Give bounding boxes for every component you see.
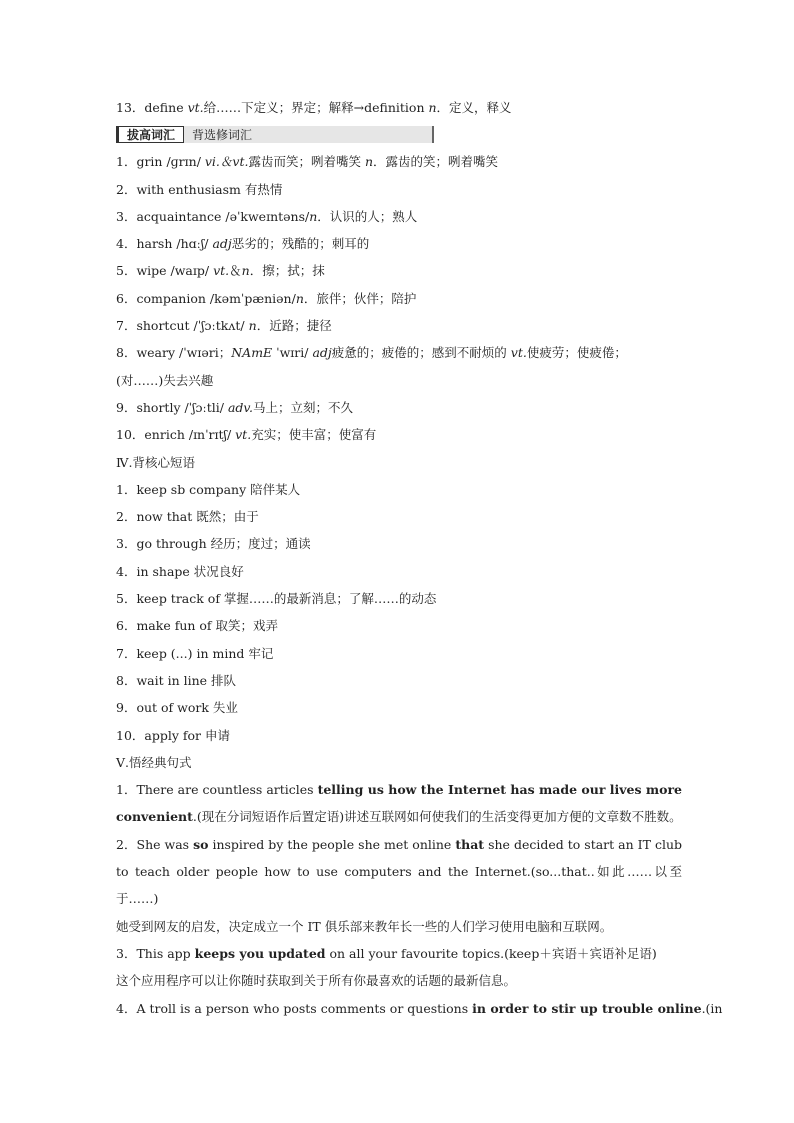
sentence-3: 3．This app keeps you updated on all your favourite topics.(keep＋宾语＋宾语补足语): [116, 945, 657, 961]
vocab-line-7: 7．shortcut /ˈʃɔːtkʌt/ n．近路；捷径: [116, 318, 332, 334]
phrase-item: 7．keep (...) in mind 牢记: [116, 645, 274, 661]
banner-tag: 拔高词汇: [116, 126, 184, 143]
section-heading-4: Ⅳ.背核心短语: [116, 454, 195, 470]
phrase-item: 8．wait in line 排队: [116, 672, 237, 688]
vocab-line-5: 5．wipe /waɪp/ vt.＆n．擦；拭；抹: [116, 263, 325, 279]
phrase-item: 5．keep track of 掌握……的最新消息；了解……的动态: [116, 591, 437, 607]
phrase-item: 9．out of work 失业: [116, 700, 238, 716]
vocab-line-10: 10．enrich /ɪnˈrɪtʃ/ vt.充实；使丰富；使富有: [116, 427, 377, 443]
phrase-item: 6．make fun of 取笑；戏弄: [116, 618, 279, 634]
vocab-line-8: 8．weary /ˈwɪəri；NAmE ˈwɪri/ adj疲惫的；疲倦的；感到不耐烦的 vt.使疲劳；使疲倦；: [116, 345, 627, 361]
vocab-line-2: 2．with enthusiasm 有热情: [116, 181, 283, 197]
sentence-1: 1．There are countless articles telling us how the Internet has made our lives more convenient.(现在分词短语作后置定语)讲述互联网如何使我们的生活变得更加方便的文章数不胜数。: [116, 782, 683, 825]
document-page: [116, 94, 723, 1022]
vocab-line-9: 9．shortly /ˈʃɔːtli/ adv.马上；立刻；不久: [116, 399, 353, 415]
sentence-4: 4．A troll is a person who posts comments or questions in order to stir up trouble online.(in: [116, 1000, 723, 1016]
vocab-line-3: 3．acquaintance /əˈkweɪntəns/n．认识的人；熟人: [116, 208, 418, 224]
banner-subtitle: 背选修词汇: [184, 126, 434, 143]
vocab-line-6: 6．companion /kəmˈpæniən/n．旅伴；伙伴；陪护: [116, 290, 417, 306]
phrase-item: 3．go through 经历；度过；通读: [116, 536, 311, 552]
vocab-line-1: 1．grin /ɡrɪn/ vi.＆vt.露齿而笑；咧着嘴笑 n．露齿的笑；咧着嘴笑: [116, 154, 499, 170]
section-heading-5: Ⅴ.悟经典句式: [116, 754, 192, 770]
phrase-item: 1．keep sb company 陪伴某人: [116, 481, 301, 497]
vocab-line-4: 4．harsh /hɑːʃ/ adj恶劣的；残酷的；刺耳的: [116, 236, 370, 252]
sentence-3-translation: 这个应用程序可以让你随时获取到关于所有你最喜欢的话题的最新信息。: [116, 973, 517, 989]
vocab-line-13: 13．define vt.给……下定义；界定；解释→definition n．定义，释义: [116, 100, 512, 115]
section-banner: [116, 126, 434, 143]
sentence-2: 2．She was so inspired by the people she met online that she decided to start an IT club to teach older people how to use computers and the Internet.(so...that..如此……以至于……): [116, 836, 683, 907]
phrase-item: 10．apply for 申请: [116, 727, 230, 743]
phrase-item: 4．in shape 状况良好: [116, 563, 244, 579]
sentence-2-translation: 她受到网友的启发，决定成立一个 IT 俱乐部来教年长一些的人们学习使用电脑和互联网。: [116, 918, 613, 934]
vocab-line-8-cont: (对……)失去兴趣: [116, 372, 214, 388]
phrase-item: 2．now that 既然；由于: [116, 509, 259, 525]
